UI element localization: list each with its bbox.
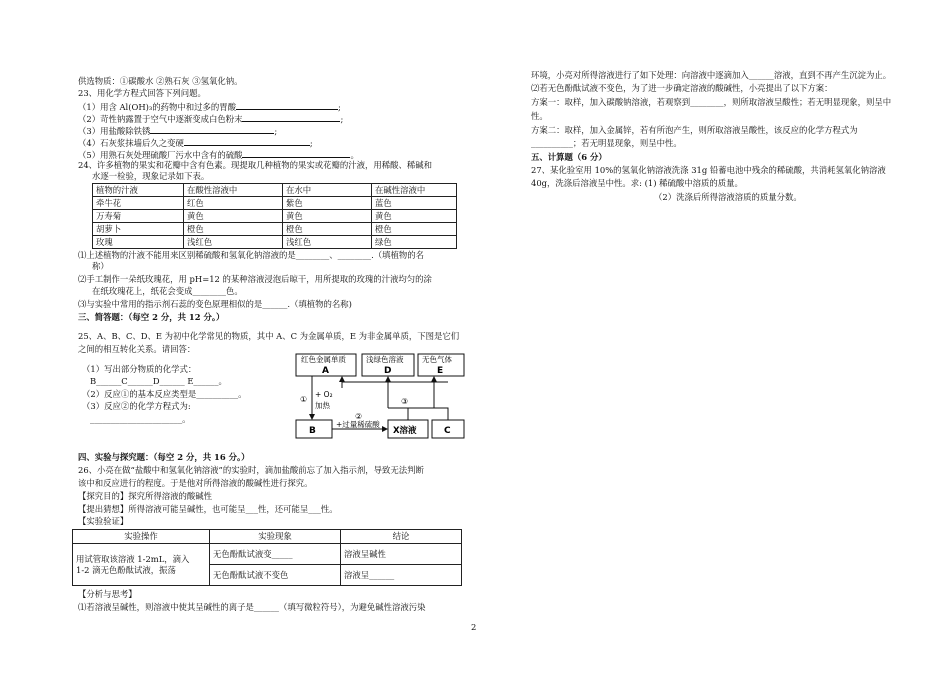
right-line-6: __________；若无明显现象，则呈中性。: [531, 138, 682, 148]
reaction-2-reagent: +过量稀硫酸: [336, 420, 380, 429]
table-cell: 万寿菊: [93, 210, 184, 223]
section-5-heading: 五、计算题（6 分）: [531, 152, 607, 162]
right-line-5: 方案二：取样，加入金属锌，若有所泡产生，则所取溶液呈酸性，该反应的化学方程式为: [531, 125, 858, 135]
table-cell: 蓝色: [372, 197, 457, 210]
reaction-3-label: ③: [401, 397, 409, 406]
right-line-4: 性。: [531, 111, 548, 121]
table-cell: 紫色: [283, 197, 372, 210]
table-cell: 红色: [184, 197, 283, 210]
q23-item-2-text: （2）苛性钠露置于空气中逐渐变成白色粉末: [78, 114, 243, 124]
q26-verify: 【实验验证】: [78, 516, 129, 526]
reaction-1-condition: 加热: [315, 401, 330, 410]
table-cell: 黄色: [372, 210, 457, 223]
node-c: C: [444, 426, 451, 436]
page-number: 2: [471, 622, 477, 632]
answer-blank[interactable]: [184, 136, 310, 146]
q23-item-4-end: ;: [309, 138, 313, 148]
arrow-reaction-3: [408, 408, 448, 420]
answer-blank[interactable]: [236, 100, 338, 110]
q23-item-5: [78, 148, 359, 161]
table-header-cell: 在碱性溶液中: [372, 184, 457, 197]
table-cell: 绿色: [372, 236, 457, 249]
q24-sub3: ⑶与实验中常用的指示剂石蕊的变色原理相似的是______.（填植物的名称): [78, 299, 352, 309]
table-cell: 无色酚酞试液不变色: [210, 565, 341, 586]
supply-text: 供选物质：①碳酸水 ②熟石灰 ③氢氧化钠。: [78, 76, 243, 86]
reaction-2-label: ②: [355, 412, 363, 421]
label-a: 红色金属单质: [301, 355, 346, 364]
label-d: 浅绿色溶液: [366, 355, 404, 364]
table-cell: 橙色: [372, 223, 457, 236]
q25-line-1: 25、A、B、C、D、E 为初中化学常见的物质，其中 A、C 为金属单质，E 为非金属单质，下图是它们: [78, 331, 460, 341]
table-header-cell: 实验现象: [210, 530, 341, 544]
q25-sub3-blank: ______________________。: [90, 414, 191, 424]
q26-analysis-heading: 【分析与思考】: [78, 589, 137, 599]
q23-item-3-text: （3）用盐酸除铁锈: [78, 126, 151, 136]
node-x: X溶液: [393, 426, 417, 436]
table-cell: 牵牛花: [93, 197, 184, 210]
q24-table: [92, 183, 457, 249]
node-d: D: [384, 366, 392, 376]
reaction-1-reagent: + O₂: [315, 390, 333, 399]
operation-line-1: 用试管取该溶液 1-2mL，滴入: [76, 554, 190, 564]
node-e: E: [437, 366, 444, 376]
q23-title: 23、用化学方程式回答下列问题。: [78, 88, 206, 98]
q23-item-1-text: （1）用含 Al(OH)₃的药物中和过多的胃酸: [78, 102, 237, 112]
table-cell: 黄色: [184, 210, 283, 223]
table-cell: 溶液呈碱性: [341, 544, 462, 565]
q26-line-2: 该中和反应进行的程度。于是他对所得溶液的酸碱性进行探究。: [78, 478, 313, 488]
q27-line-2: 40g，洗涤后溶液呈中性。求: (1) 稀硫酸中溶质的质量。: [531, 178, 743, 188]
q24-sub2-line1: ⑵手工制作一朵纸玫瑰花，用 pH=12 的某种溶液浸泡后晾干，用所提取的玫瑰的汁液均匀的涂: [78, 274, 432, 284]
right-line-1: 环境，小亮对所得溶液进行了如下处理：向溶液中逐滴加入______溶液，直到不再产生沉淀为止。: [531, 70, 892, 80]
table-header-row: [93, 184, 457, 197]
section-3-heading: 三、简答题：（每空 2 分，共 12 分。）: [78, 312, 225, 322]
q26-line-1: 26、小亮在做“盐酸中和氢氧化钠溶液”的实验时，滴加盐酸前忘了加入指示剂，导致无法判断: [78, 465, 424, 475]
table-cell: 溶液呈______: [341, 565, 462, 586]
table-cell-operation: [73, 544, 210, 586]
table-row: [73, 544, 462, 565]
q23-item-1: [78, 100, 341, 113]
q24-sub1-line2: 称）: [92, 261, 109, 271]
label-e: 无色气体: [422, 355, 452, 364]
table-row: [93, 223, 457, 236]
right-line-2: ⑵若无色酚酞试液不变色，为了进一步确定溶液的酸碱性，小亮提出了以下方案：: [531, 83, 833, 93]
q25-sub3: （3）反应②的化学方程式为:: [82, 401, 191, 411]
table-cell: 浅红色: [184, 236, 283, 249]
section-4-heading: 四、实验与探究题：（每空 2 分，共 16 分。）: [78, 452, 250, 462]
table-cell: 橙色: [184, 223, 283, 236]
q23-item-3-end: ;: [274, 126, 278, 136]
table-cell: 橙色: [283, 223, 372, 236]
q25-sub2: （2）反应①的基本反应类型是__________。: [82, 389, 247, 399]
table-header-cell: 在水中: [283, 184, 372, 197]
q24-line-1: 24、许多植物的果实和花瓣中含有色素。现提取几种植物的果实或花瓣的汁液，用稀酸、稀碱和: [78, 160, 433, 170]
q23-item-4-text: （4）石灰浆抹墙后久之变硬: [78, 138, 184, 148]
table-header-cell: 在酸性溶液中: [184, 184, 283, 197]
table-row: [93, 197, 457, 210]
q27-line-1: 27、某化验室用 10%的氢氧化钠溶液洗涤 31g 铅蓄电池中残余的稀硫酸，共消耗氢氧化钠溶液: [531, 165, 886, 175]
q27-line-3: （2）洗涤后所得溶液溶质的质量分数。: [654, 192, 802, 202]
right-line-3: 方案一：取样，加入碳酸钠溶液，若观察到________，则所取溶液呈酸性；若无明显现象，则呈中: [531, 97, 892, 107]
arrow-to-a: [342, 382, 448, 388]
node-b: B: [309, 426, 316, 436]
node-a: A: [322, 366, 329, 376]
table-header-cell: 结论: [341, 530, 462, 544]
table-cell: 玫瑰: [93, 236, 184, 249]
q25-sub1-blanks: B______C______D______ E______。: [90, 376, 227, 386]
q23-item-4: [78, 136, 313, 149]
table-header-cell: 实验操作: [73, 530, 210, 544]
q23-item-2-end: ;: [340, 114, 344, 124]
q24-sub2-line2: 在纸玫瑰花上，纸花会变成________色。: [92, 286, 243, 296]
table-row: [93, 210, 457, 223]
answer-blank[interactable]: [242, 148, 350, 158]
q26-table: [72, 529, 462, 586]
q23-item-2: [78, 112, 343, 125]
q23-item-5-end: 。: [350, 150, 359, 160]
q26-analysis-1: ⑴若溶液呈碱性，则溶液中使其呈碱性的离子是______（填写微粒符号），为避免碱性溶液污染: [78, 602, 426, 612]
q25-line-2: 之间的相互转化关系。请回答：: [78, 344, 196, 354]
q23-item-5-text: （5）用熟石灰处理硫酸厂污水中含有的硫酸: [78, 150, 243, 160]
q23-item-3: [78, 124, 277, 137]
q26-hypothesis: 【提出猜想】所得溶液可能呈碱性，也可能呈___性，还可能呈___性。: [78, 504, 338, 514]
table-header-row: [73, 530, 462, 544]
q25-sub1: （1）写出部分物质的化学式：: [82, 364, 197, 374]
q24-sub1-line1: ⑴上述植物的汁液不能用来区别稀硫酸和氢氧化钠溶液的是________、________.（填植物的名: [78, 250, 425, 260]
answer-blank[interactable]: [242, 112, 340, 122]
table-row: [93, 236, 457, 249]
q24-line-2: 水逐一检验，现象记录如下表。: [92, 171, 210, 181]
table-cell: 无色酚酞试液变_____: [210, 544, 341, 565]
conversion-diagram: [292, 352, 468, 442]
table-cell: 浅红色: [283, 236, 372, 249]
table-cell: 黄色: [283, 210, 372, 223]
table-header-cell: 植物的汁液: [93, 184, 184, 197]
reaction-1-label: ①: [300, 395, 308, 404]
table-cell: 胡萝卜: [93, 223, 184, 236]
answer-blank[interactable]: [150, 124, 274, 134]
q26-purpose: 【探究目的】探究所得溶液的酸碱性: [78, 491, 212, 501]
q23-item-1-end: ;: [338, 102, 341, 112]
operation-line-2: 1-2 滴无色酚酞试液，振荡: [76, 564, 176, 575]
